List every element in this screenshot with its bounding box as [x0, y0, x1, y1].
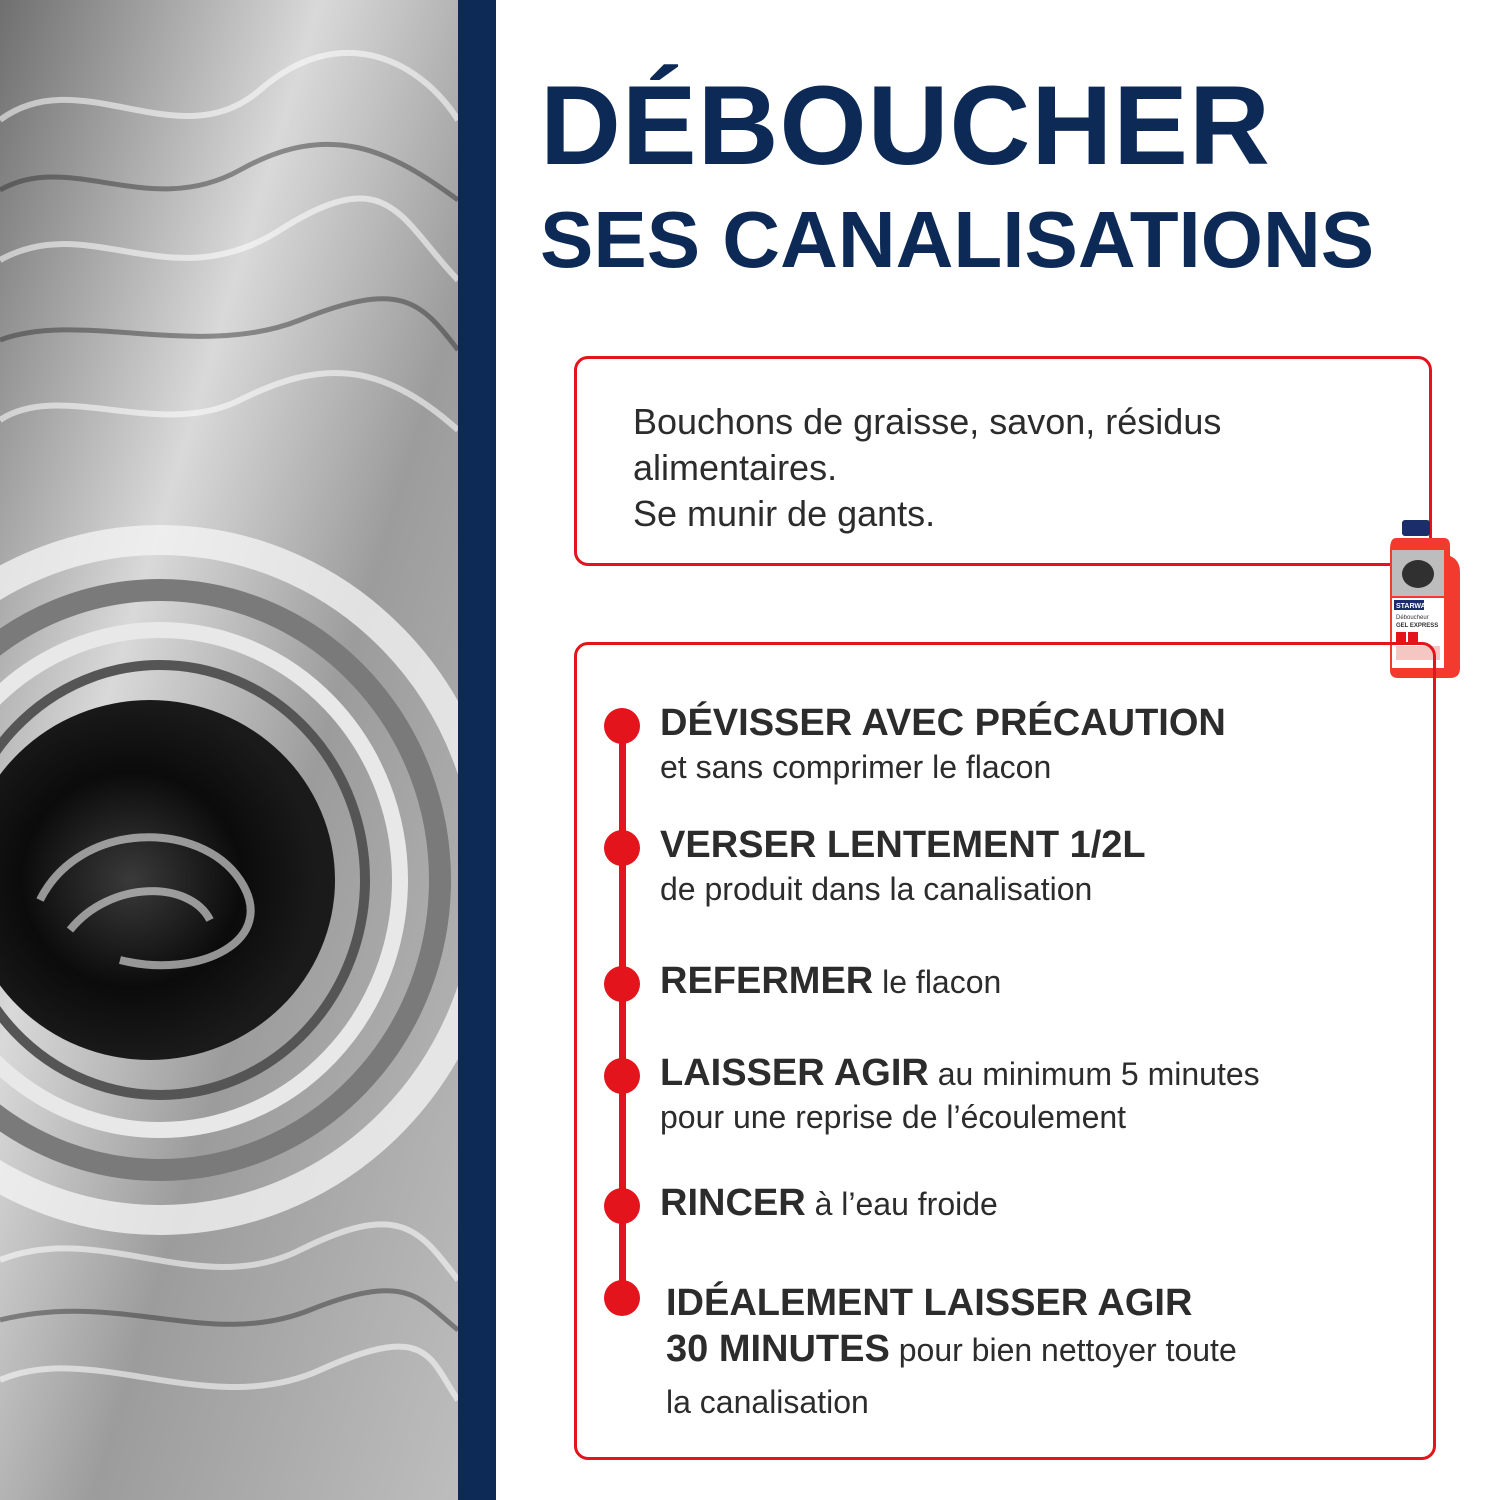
bullet-dot-icon	[604, 966, 640, 1002]
bullet-dot-icon	[604, 1058, 640, 1094]
info-line-3: Se munir de gants.	[633, 493, 936, 534]
product-name: Déboucheur	[1396, 615, 1429, 621]
title-line-1: DÉBOUCHER	[540, 63, 1271, 188]
product-variant: GEL EXPRESS	[1396, 623, 1439, 629]
step-6-title: IDÉALEMENT LAISSER AGIR	[666, 1282, 1193, 1324]
step-4-title: LAISSER AGIR	[660, 1052, 929, 1094]
product-brand: STARWAX	[1396, 603, 1431, 610]
step-5-title: RINCER	[660, 1182, 806, 1224]
page-title	[540, 62, 1490, 288]
drain-swirl-photo	[0, 0, 458, 1500]
step-2-title: VERSER LENTEMENT 1/2L	[660, 824, 1146, 866]
bullet-dot-icon	[604, 830, 640, 866]
bullet-dot-icon	[604, 708, 640, 744]
step-2-sub: de produit dans la canalisation	[660, 871, 1093, 907]
step-3-rest: le flacon	[873, 964, 1002, 1000]
navy-divider	[458, 0, 496, 1500]
step-6-title-2: 30 MINUTES	[666, 1328, 890, 1370]
step-1-title: DÉVISSER AVEC PRÉCAUTION	[660, 702, 1226, 744]
info-line-2: alimentaires.	[633, 447, 838, 488]
bullet-dot-icon	[604, 1188, 640, 1224]
step-3-title: REFERMER	[660, 960, 874, 1002]
info-box	[574, 356, 1432, 566]
title-line-2: SES CANALISATIONS	[540, 195, 1375, 284]
bullet-dot-icon	[604, 1280, 640, 1316]
info-line-1: Bouchons de graisse, savon, résidus	[633, 401, 1222, 442]
step-6-rest: pour bien nettoyer toute	[889, 1332, 1237, 1368]
info-text	[633, 399, 1393, 537]
step-1-sub: et sans comprimer le flacon	[660, 749, 1052, 785]
step-5-rest: à l’eau froide	[805, 1186, 998, 1222]
step-6-sub: la canalisation	[666, 1384, 869, 1420]
step-4-sub: pour une reprise de l’écoulement	[660, 1099, 1127, 1135]
step-4-rest: au minimum 5 minutes	[928, 1056, 1260, 1092]
